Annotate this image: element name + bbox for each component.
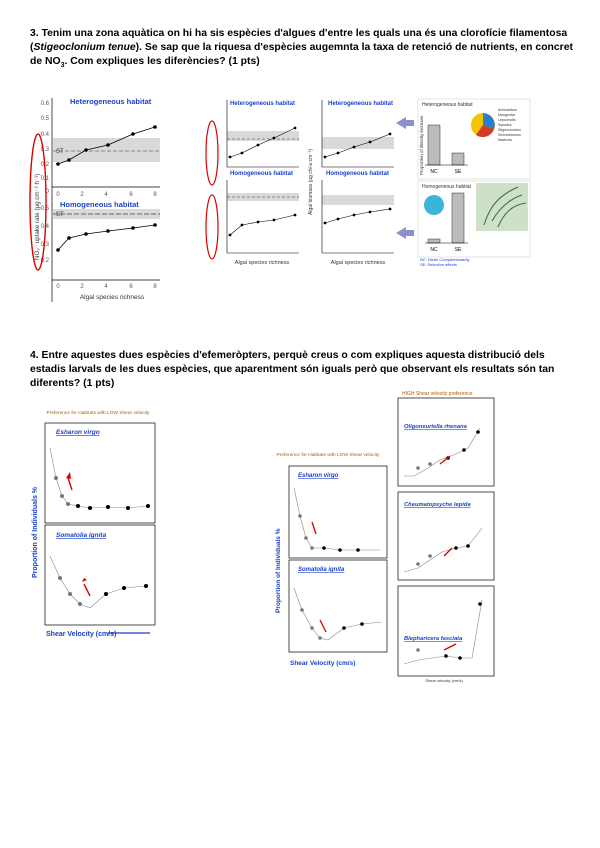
svg-text:Preference for Habitats with L: Preference for Habitats with LOW Shear velocity bbox=[276, 453, 380, 458]
svg-text:Heterogeneous habitat: Heterogeneous habitat bbox=[422, 102, 473, 108]
svg-text:0: 0 bbox=[56, 284, 60, 290]
svg-text:0.4: 0.4 bbox=[40, 132, 49, 138]
svg-text:SE: Selection effects: SE: Selection effects bbox=[420, 262, 457, 267]
label-heterogeneous: Heterogeneous habitat bbox=[70, 97, 152, 106]
svg-text:Mougeotia: Mougeotia bbox=[498, 113, 515, 117]
svg-text:Scenedesmus: Scenedesmus bbox=[498, 133, 521, 137]
figure-composite-panels bbox=[200, 95, 532, 271]
svg-text:2: 2 bbox=[80, 192, 84, 198]
svg-text:NO₃⁻ uptake rate (µg cm⁻² h⁻¹): NO₃⁻ uptake rate (µg cm⁻² h⁻¹) bbox=[34, 173, 41, 260]
svg-text:6: 6 bbox=[129, 192, 133, 198]
svg-text:0.3: 0.3 bbox=[40, 147, 49, 153]
figure-uptake-rate bbox=[28, 90, 160, 302]
species-name: Stigeoclonium tenue bbox=[33, 42, 136, 53]
svg-text:Algal species richness: Algal species richness bbox=[234, 260, 290, 266]
svg-text:Stigeoclonium: Stigeoclonium bbox=[498, 128, 521, 132]
svg-text:Lepocinclis: Lepocinclis bbox=[498, 118, 516, 122]
svg-text:HIGH Shear velocity preference: HIGH Shear velocity preference bbox=[402, 391, 473, 397]
arrow-icon bbox=[396, 227, 406, 239]
svg-text:0.3: 0.3 bbox=[40, 242, 49, 248]
svg-text:Proportion of density increase: Proportion of density increase bbox=[419, 115, 424, 175]
svg-text:Somatolia ignita: Somatolia ignita bbox=[298, 567, 345, 573]
svg-text:4: 4 bbox=[104, 192, 108, 198]
svg-text:Shear Velocity (cm/s): Shear Velocity (cm/s) bbox=[290, 660, 356, 667]
svg-text:ST: ST bbox=[56, 149, 64, 155]
svg-text:Cheumatopsyche lepida: Cheumatopsyche lepida bbox=[404, 502, 471, 508]
svg-text:0.2: 0.2 bbox=[40, 162, 49, 168]
svg-text:NC: NC bbox=[430, 169, 438, 175]
svg-text:0.5: 0.5 bbox=[40, 206, 49, 212]
svg-text:Synedra: Synedra bbox=[498, 123, 512, 127]
svg-text:Esharon virgo: Esharon virgo bbox=[298, 473, 339, 479]
svg-text:Oligoneuriella rhenana: Oligoneuriella rhenana bbox=[404, 424, 467, 430]
svg-text:Algal biomass (µg chl-a cm⁻²): Algal biomass (µg chl-a cm⁻²) bbox=[308, 148, 314, 215]
svg-text:Somatolia ignita: Somatolia ignita bbox=[56, 532, 107, 539]
svg-text:8: 8 bbox=[153, 192, 157, 198]
svg-text:8: 8 bbox=[153, 284, 157, 290]
svg-text:Blepharicera fasciata: Blepharicera fasciata bbox=[404, 636, 463, 642]
svg-text:0.4: 0.4 bbox=[40, 224, 49, 230]
svg-text:Proportion of Individuals %: Proportion of Individuals % bbox=[32, 487, 39, 578]
svg-text:Shear Velocity (cm/s): Shear Velocity (cm/s) bbox=[46, 631, 117, 638]
label-homogeneous: Homogeneous habitat bbox=[60, 200, 139, 209]
svg-text:0.2: 0.2 bbox=[40, 258, 49, 264]
svg-text:NC: Niche Complementarity: NC: Niche Complementarity bbox=[420, 257, 470, 262]
svg-text:6: 6 bbox=[129, 284, 133, 290]
svg-text:SE: SE bbox=[454, 247, 462, 253]
svg-text:NC: NC bbox=[430, 247, 438, 253]
svg-text:0: 0 bbox=[56, 192, 60, 198]
svg-text:Algal species richness: Algal species richness bbox=[79, 294, 145, 301]
svg-text:0.6: 0.6 bbox=[40, 101, 49, 107]
svg-text:2: 2 bbox=[80, 284, 84, 290]
svg-text:0: 0 bbox=[45, 189, 49, 195]
question-3: 3. Tenim una zona aquàtica on hi ha sis espècies d'algues d'entre les quals una és una clorofície filamentosa (Stigeoclonium tenue). Se sap que la riquesa d'espècies augemnta la taxa de retenció de nutrients, en concret de $NO_3$. Com expliques les diferències? (1 pts) bbox=[30, 28, 573, 70]
svg-text:Homogeneous habitat: Homogeneous habitat bbox=[422, 184, 471, 190]
svg-text:Homogeneous habitat: Homogeneous habitat bbox=[326, 171, 390, 177]
figure-mayfly-right bbox=[268, 388, 500, 688]
svg-text:Algal species richness: Algal species richness bbox=[330, 260, 386, 266]
svg-text:4: 4 bbox=[104, 284, 108, 290]
svg-text:Shear velocity (cm/s): Shear velocity (cm/s) bbox=[425, 678, 463, 683]
svg-text:SE: SE bbox=[454, 169, 462, 175]
svg-text:ST: ST bbox=[56, 212, 64, 218]
svg-text:Heterogeneous habitat: Heterogeneous habitat bbox=[328, 101, 394, 107]
svg-text:Preference for Habitats with L: Preference for Habitats with LOW Shear velocity bbox=[46, 411, 150, 416]
svg-text:Heterogeneous habitat: Heterogeneous habitat bbox=[230, 101, 296, 107]
svg-text:Navicula: Navicula bbox=[498, 138, 512, 142]
svg-text:0.5: 0.5 bbox=[40, 116, 49, 122]
question-4: 4. Entre aquestes dues espècies d'efemeròpters, perquè creus o com expliques aquesta distribució dels estadis larvals de les dues espècies, que aparentment són iguals però que observant els resultats són tan diferents? (1 pts) bbox=[30, 350, 555, 389]
svg-text:Homogeneous habitat: Homogeneous habitat bbox=[230, 171, 294, 177]
arrow-icon bbox=[396, 117, 406, 129]
svg-text:Achnanthes: Achnanthes bbox=[498, 108, 517, 112]
svg-text:Proportion of Individuals %: Proportion of Individuals % bbox=[275, 528, 282, 613]
figure-mayfly-left bbox=[28, 408, 160, 638]
svg-text:0.1: 0.1 bbox=[40, 176, 49, 182]
svg-text:Esharon virgo: Esharon virgo bbox=[56, 429, 100, 436]
